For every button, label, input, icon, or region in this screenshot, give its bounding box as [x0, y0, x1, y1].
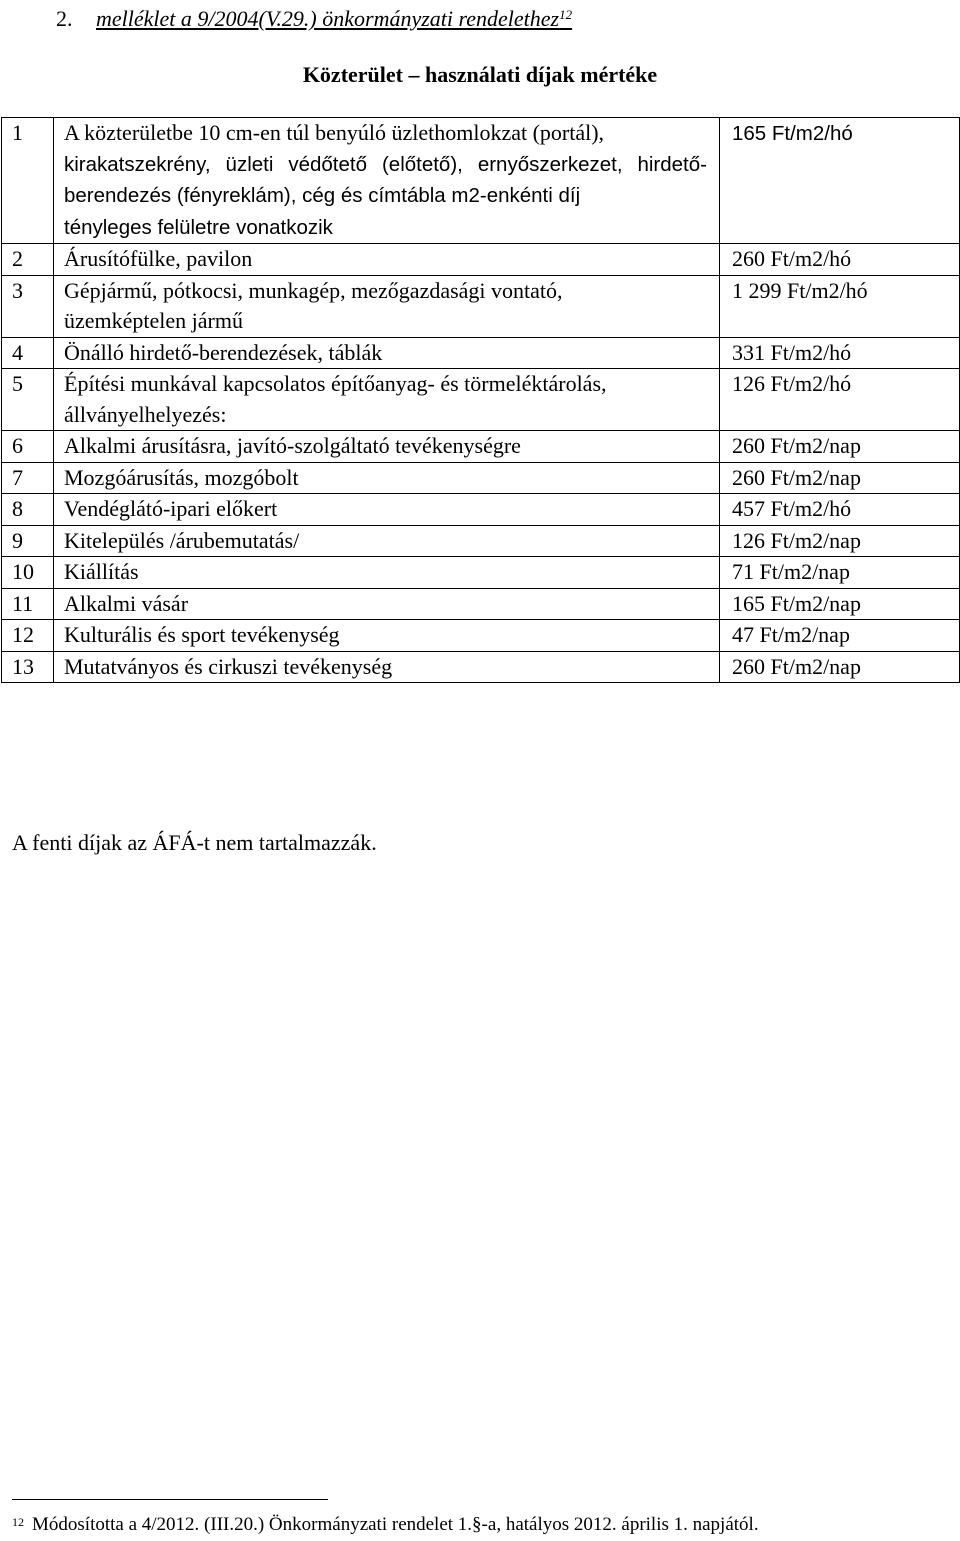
table-row: [2, 651, 960, 683]
row-number: 5: [2, 369, 54, 431]
table-row: [2, 275, 960, 337]
description-line: A közterületbe 10 cm-en túl benyúló üzlethomlokzat (portál),: [64, 120, 605, 145]
description-line: Építési munkával kapcsolatos építőanyag- és törmeléktárolás,: [64, 371, 607, 396]
table-row: [2, 244, 960, 276]
row-fee: 1 299 Ft/m2/hó: [720, 275, 960, 337]
vat-note: A fenti díjak az ÁFÁ-t nem tartalmazzák.: [12, 830, 377, 855]
annex-number: 2.: [56, 6, 73, 31]
row-description: Önálló hirdető-berendezések, táblák: [54, 337, 720, 369]
row-fee: [720, 118, 960, 244]
table-row: [2, 337, 960, 369]
footnote-reference: 12: [559, 7, 573, 22]
annex-reference-text: melléklet a 9/2004(V.29.) önkormányzati rendelethez: [96, 6, 560, 31]
row-number: 11: [2, 588, 54, 620]
annex-header: [56, 4, 572, 34]
row-number: 8: [2, 494, 54, 526]
row-fee: 260 Ft/m2/nap: [720, 651, 960, 683]
table-row: [2, 462, 960, 494]
row-number: 1: [2, 118, 54, 244]
fee-table: [1, 117, 960, 683]
table-row: [2, 557, 960, 589]
row-number: 6: [2, 431, 54, 463]
row-description: [54, 118, 720, 244]
row-fee: 331 Ft/m2/hó: [720, 337, 960, 369]
row-number: 3: [2, 275, 54, 337]
table-row: [2, 369, 960, 431]
row-fee: 260 Ft/m2/nap: [720, 431, 960, 463]
annex-reference: [96, 6, 572, 31]
description-line: állványelhelyezés:: [64, 401, 227, 427]
row-number: 4: [2, 337, 54, 369]
table-row: [2, 588, 960, 620]
table-row: [2, 431, 960, 463]
row-description: Mozgóárusítás, mozgóbolt: [54, 462, 720, 494]
row-number: 2: [2, 244, 54, 276]
row-description: Kulturális és sport tevékenység: [54, 620, 720, 652]
footnote: [12, 1512, 759, 1538]
row-fee: 71 Ft/m2/nap: [720, 557, 960, 589]
description-line: kirakatszekrény, üzleti védőtető (előtető), ernyőszerkezet, hirdető-berendezés (fényreklám), cég és címtábla m2-enkénti díj: [64, 152, 707, 207]
row-fee: 47 Ft/m2/nap: [720, 620, 960, 652]
row-number: 13: [2, 651, 54, 683]
row-number: 12: [2, 620, 54, 652]
row-description: Mutatványos és cirkuszi tevékenység: [54, 651, 720, 683]
row-description: Árusítófülke, pavilon: [54, 244, 720, 276]
row-description: Vendéglátó-ipari előkert: [54, 494, 720, 526]
row-number: 10: [2, 557, 54, 589]
row-fee: 457 Ft/m2/hó: [720, 494, 960, 526]
row-description: [54, 369, 720, 431]
row-number: 7: [2, 462, 54, 494]
description-line: tényleges felületre vonatkozik: [64, 215, 333, 239]
row-fee: 126 Ft/m2/nap: [720, 525, 960, 557]
row-description: [54, 275, 720, 337]
table-row: [2, 620, 960, 652]
row-description: Alkalmi vásár: [54, 588, 720, 620]
footnote-text: Módosította a 4/2012. (III.20.) Önkormányzati rendelet 1.§-a, hatályos 2012. április 1. napjától.: [32, 1514, 759, 1535]
row-description: Kiállítás: [54, 557, 720, 589]
document-title: Közterület – használati díjak mértéke: [302, 62, 658, 87]
row-number: 9: [2, 525, 54, 557]
row-fee: 260 Ft/m2/nap: [720, 462, 960, 494]
row-description: Alkalmi árusításra, javító-szolgáltató tevékenységre: [54, 431, 720, 463]
row-fee: 260 Ft/m2/hó: [720, 244, 960, 276]
table-row: [2, 494, 960, 526]
footnote-number: 12: [12, 1515, 24, 1529]
row-fee: 165 Ft/m2/nap: [720, 588, 960, 620]
description-line: üzemképtelen jármű: [64, 308, 243, 333]
table-row: [2, 525, 960, 557]
row-description: Kitelepülés /árubemutatás/: [54, 525, 720, 557]
description-line: Gépjármű, pótkocsi, munkagép, mezőgazdasági vontató,: [64, 277, 563, 303]
fee-value: 165 Ft/m2/hó: [732, 122, 853, 145]
table-row: [2, 118, 960, 244]
footnote-divider: [12, 1499, 328, 1500]
row-fee: 126 Ft/m2/hó: [720, 369, 960, 431]
